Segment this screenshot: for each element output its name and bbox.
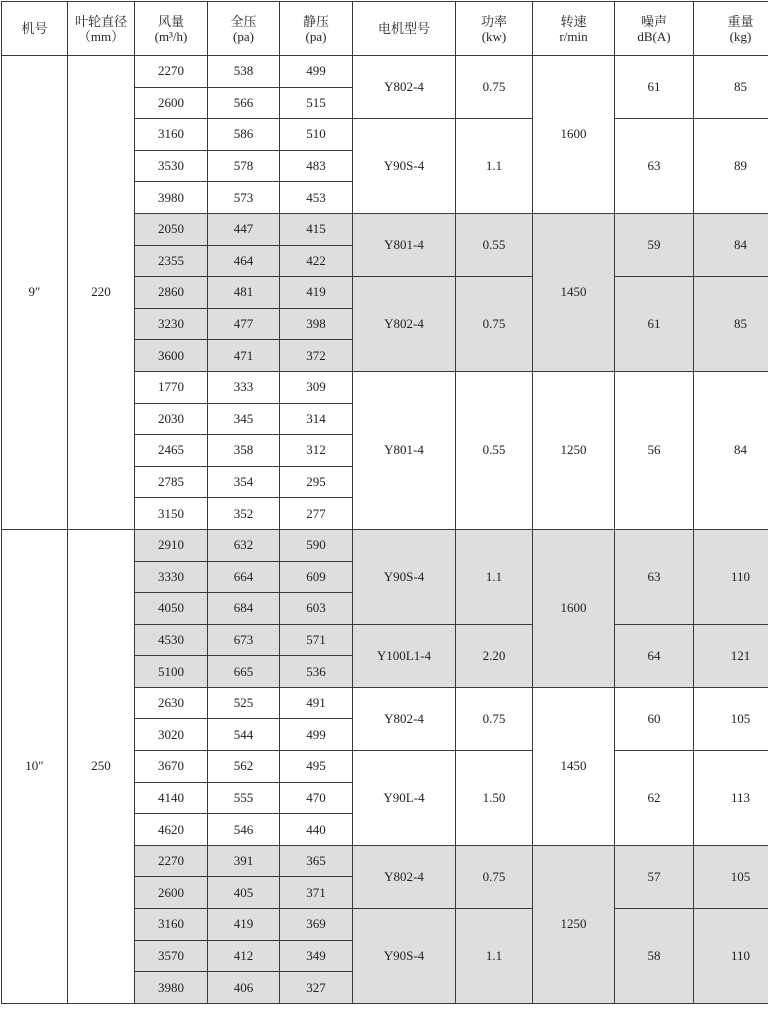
noise-cell: 63 — [615, 119, 694, 214]
noise-cell: 57 — [615, 845, 694, 908]
static-pressure-cell: 499 — [280, 56, 353, 88]
motor-model-cell: Y801-4 — [353, 371, 456, 529]
power-cell: 0.75 — [456, 845, 533, 908]
total-pressure-cell: 345 — [208, 403, 280, 435]
air-volume-cell: 2785 — [135, 466, 208, 498]
air-volume-cell: 2600 — [135, 877, 208, 909]
motor-model-cell: Y802-4 — [353, 277, 456, 372]
noise-cell: 61 — [615, 56, 694, 119]
air-volume-cell: 2030 — [135, 403, 208, 435]
weight-cell: 84 — [694, 213, 768, 276]
header-weight: 重量 (kg) — [694, 2, 768, 56]
static-pressure-cell: 295 — [280, 466, 353, 498]
static-pressure-cell: 609 — [280, 561, 353, 593]
power-cell: 1.1 — [456, 529, 533, 624]
air-volume-cell: 3980 — [135, 972, 208, 1004]
air-volume-cell: 2050 — [135, 213, 208, 245]
air-volume-cell: 2270 — [135, 56, 208, 88]
air-volume-cell: 3570 — [135, 940, 208, 972]
static-pressure-cell: 365 — [280, 845, 353, 877]
speed-cell: 1450 — [533, 213, 615, 371]
air-volume-cell: 3230 — [135, 308, 208, 340]
power-cell: 2.20 — [456, 624, 533, 687]
total-pressure-cell: 391 — [208, 845, 280, 877]
header-static-pressure: 静压 (pa) — [280, 2, 353, 56]
speed-cell: 1600 — [533, 56, 615, 214]
noise-cell: 62 — [615, 751, 694, 846]
motor-model-cell: Y90S-4 — [353, 529, 456, 624]
header-impeller-diameter: 叶轮直径 （mm） — [68, 2, 135, 56]
air-volume-cell: 3150 — [135, 498, 208, 530]
static-pressure-cell: 495 — [280, 751, 353, 783]
static-pressure-cell: 314 — [280, 403, 353, 435]
header-total-pressure: 全压 (pa) — [208, 2, 280, 56]
total-pressure-cell: 664 — [208, 561, 280, 593]
motor-model-cell: Y802-4 — [353, 56, 456, 119]
header-motor-model: 电机型号 — [353, 2, 456, 56]
power-cell: 0.55 — [456, 371, 533, 529]
air-volume-cell: 2355 — [135, 245, 208, 277]
static-pressure-cell: 369 — [280, 909, 353, 941]
static-pressure-cell: 372 — [280, 340, 353, 372]
weight-cell: 105 — [694, 687, 768, 750]
weight-cell: 121 — [694, 624, 768, 687]
air-volume-cell: 3530 — [135, 150, 208, 182]
header-noise: 噪声 dB(A) — [615, 2, 694, 56]
air-volume-cell: 1770 — [135, 371, 208, 403]
weight-cell: 89 — [694, 119, 768, 214]
noise-cell: 64 — [615, 624, 694, 687]
motor-model-cell: Y100L1-4 — [353, 624, 456, 687]
total-pressure-cell: 555 — [208, 782, 280, 814]
model-no-cell: 9″ — [2, 56, 68, 530]
total-pressure-cell: 665 — [208, 656, 280, 688]
total-pressure-cell: 566 — [208, 87, 280, 119]
impeller-diameter-cell: 220 — [68, 56, 135, 530]
static-pressure-cell: 398 — [280, 308, 353, 340]
air-volume-cell: 2860 — [135, 277, 208, 309]
air-volume-cell: 2270 — [135, 845, 208, 877]
air-volume-cell: 3670 — [135, 751, 208, 783]
power-cell: 1.1 — [456, 119, 533, 214]
total-pressure-cell: 538 — [208, 56, 280, 88]
table-row — [2, 529, 768, 561]
weight-cell: 110 — [694, 909, 768, 1004]
total-pressure-cell: 354 — [208, 466, 280, 498]
motor-model-cell: Y90S-4 — [353, 119, 456, 214]
speed-cell: 1600 — [533, 529, 615, 687]
air-volume-cell: 3160 — [135, 119, 208, 151]
total-pressure-cell: 406 — [208, 972, 280, 1004]
air-volume-cell: 4140 — [135, 782, 208, 814]
air-volume-cell: 2600 — [135, 87, 208, 119]
total-pressure-cell: 358 — [208, 435, 280, 467]
total-pressure-cell: 471 — [208, 340, 280, 372]
weight-cell: 85 — [694, 56, 768, 119]
total-pressure-cell: 573 — [208, 182, 280, 214]
total-pressure-cell: 477 — [208, 308, 280, 340]
static-pressure-cell: 491 — [280, 687, 353, 719]
total-pressure-cell: 546 — [208, 814, 280, 846]
static-pressure-cell: 371 — [280, 877, 353, 909]
static-pressure-cell: 277 — [280, 498, 353, 530]
weight-cell: 110 — [694, 529, 768, 624]
model-no-cell: 10″ — [2, 529, 68, 1003]
power-cell: 0.75 — [456, 56, 533, 119]
static-pressure-cell: 419 — [280, 277, 353, 309]
impeller-diameter-cell: 250 — [68, 529, 135, 1003]
total-pressure-cell: 673 — [208, 624, 280, 656]
total-pressure-cell: 586 — [208, 119, 280, 151]
table-row — [2, 56, 768, 88]
total-pressure-cell: 544 — [208, 719, 280, 751]
header-speed: 转速 r/min — [533, 2, 615, 56]
weight-cell: 85 — [694, 277, 768, 372]
total-pressure-cell: 419 — [208, 909, 280, 941]
air-volume-cell: 4530 — [135, 624, 208, 656]
static-pressure-cell: 349 — [280, 940, 353, 972]
static-pressure-cell: 327 — [280, 972, 353, 1004]
power-cell: 0.55 — [456, 213, 533, 276]
fan-performance-table — [1, 1, 768, 1004]
power-cell: 0.75 — [456, 277, 533, 372]
noise-cell: 63 — [615, 529, 694, 624]
static-pressure-cell: 510 — [280, 119, 353, 151]
static-pressure-cell: 536 — [280, 656, 353, 688]
header-row — [2, 2, 768, 56]
weight-cell: 113 — [694, 751, 768, 846]
air-volume-cell: 2630 — [135, 687, 208, 719]
noise-cell: 61 — [615, 277, 694, 372]
motor-model-cell: Y802-4 — [353, 845, 456, 908]
air-volume-cell: 4620 — [135, 814, 208, 846]
static-pressure-cell: 470 — [280, 782, 353, 814]
noise-cell: 58 — [615, 909, 694, 1004]
air-volume-cell: 3020 — [135, 719, 208, 751]
total-pressure-cell: 525 — [208, 687, 280, 719]
header-air-volume: 风量 (m³/h) — [135, 2, 208, 56]
air-volume-cell: 3980 — [135, 182, 208, 214]
static-pressure-cell: 590 — [280, 529, 353, 561]
total-pressure-cell: 352 — [208, 498, 280, 530]
static-pressure-cell: 309 — [280, 371, 353, 403]
weight-cell: 84 — [694, 371, 768, 529]
air-volume-cell: 2465 — [135, 435, 208, 467]
header-power: 功率 (kw) — [456, 2, 533, 56]
motor-model-cell: Y802-4 — [353, 687, 456, 750]
air-volume-cell: 2910 — [135, 529, 208, 561]
total-pressure-cell: 333 — [208, 371, 280, 403]
noise-cell: 60 — [615, 687, 694, 750]
power-cell: 0.75 — [456, 687, 533, 750]
air-volume-cell: 3160 — [135, 909, 208, 941]
total-pressure-cell: 562 — [208, 751, 280, 783]
total-pressure-cell: 412 — [208, 940, 280, 972]
motor-model-cell: Y90S-4 — [353, 909, 456, 1004]
speed-cell: 1450 — [533, 687, 615, 845]
total-pressure-cell: 632 — [208, 529, 280, 561]
total-pressure-cell: 447 — [208, 213, 280, 245]
static-pressure-cell: 483 — [280, 150, 353, 182]
static-pressure-cell: 440 — [280, 814, 353, 846]
air-volume-cell: 3600 — [135, 340, 208, 372]
total-pressure-cell: 464 — [208, 245, 280, 277]
air-volume-cell: 3330 — [135, 561, 208, 593]
total-pressure-cell: 481 — [208, 277, 280, 309]
speed-cell: 1250 — [533, 371, 615, 529]
static-pressure-cell: 571 — [280, 624, 353, 656]
total-pressure-cell: 684 — [208, 593, 280, 625]
static-pressure-cell: 422 — [280, 245, 353, 277]
power-cell: 1.1 — [456, 909, 533, 1004]
static-pressure-cell: 603 — [280, 593, 353, 625]
static-pressure-cell: 499 — [280, 719, 353, 751]
speed-cell: 1250 — [533, 845, 615, 1003]
noise-cell: 56 — [615, 371, 694, 529]
noise-cell: 59 — [615, 213, 694, 276]
motor-model-cell: Y90L-4 — [353, 751, 456, 846]
air-volume-cell: 5100 — [135, 656, 208, 688]
total-pressure-cell: 578 — [208, 150, 280, 182]
motor-model-cell: Y801-4 — [353, 213, 456, 276]
static-pressure-cell: 415 — [280, 213, 353, 245]
total-pressure-cell: 405 — [208, 877, 280, 909]
static-pressure-cell: 515 — [280, 87, 353, 119]
header-model-no: 机号 — [2, 2, 68, 56]
weight-cell: 105 — [694, 845, 768, 908]
static-pressure-cell: 312 — [280, 435, 353, 467]
static-pressure-cell: 453 — [280, 182, 353, 214]
air-volume-cell: 4050 — [135, 593, 208, 625]
power-cell: 1.50 — [456, 751, 533, 846]
